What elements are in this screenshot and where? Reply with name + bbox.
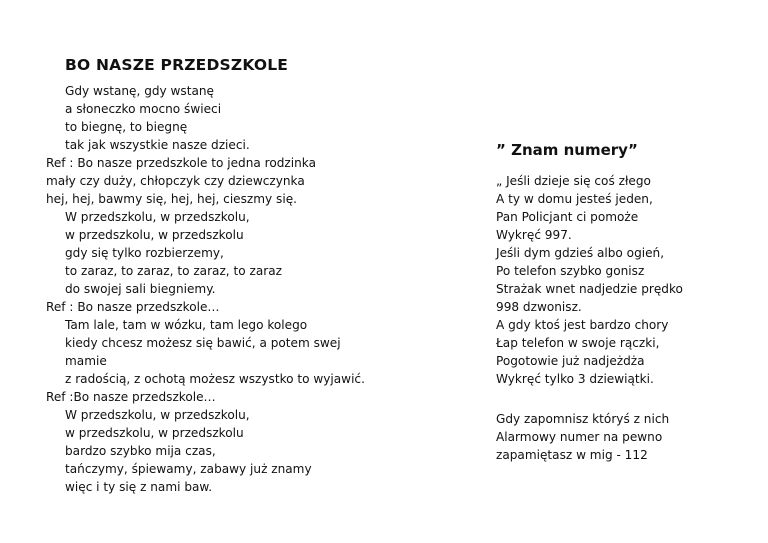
poem-line: tańczymy, śpiewamy, zabawy już znamy (65, 462, 312, 476)
poem-title: ” Znam numery” (496, 141, 638, 159)
poem-line: kiedy chcesz możesz się bawić, a potem swej (65, 336, 341, 350)
poem-line: to biegnę, to biegnę (65, 120, 188, 134)
poem-line: 998 dzwonisz. (496, 300, 582, 314)
poem-line: w przedszkolu, w przedszkolu (65, 426, 244, 440)
poem-line: zapamiętasz w mig - 112 (496, 448, 648, 462)
poem-line: do swojej sali biegniemy. (65, 282, 216, 296)
poem-line: Tam lale, tam w wózku, tam lego kolego (65, 318, 308, 332)
poem-bo-nasze-przedszkole (46, 55, 426, 496)
poem-line: Pogotowie już nadjeżdża (496, 354, 645, 368)
poem-title: BO NASZE PRZEDSZKOLE (65, 56, 289, 74)
refrain-line: mały czy duży, chłopczyk czy dziewczynka (46, 174, 305, 188)
refrain-line: Ref : Bo nasze przedszkole to jedna rodzinka (46, 156, 316, 170)
poem-line: W przedszkolu, w przedszkolu, (65, 210, 250, 224)
poem-line: Pan Policjant ci pomoże (496, 210, 639, 224)
refrain-line: Ref : Bo nasze przedszkole… (46, 300, 220, 314)
poem-line: mamie (65, 354, 107, 368)
poem-line: Alarmowy numer na pewno (496, 430, 663, 444)
stanza-gap (496, 388, 746, 410)
poem-line: z radością, z ochotą możesz wszystko to wyjawić. (65, 372, 365, 386)
poem-line: Wykręć 997. (496, 228, 572, 242)
poem-line: Gdy wstanę, gdy wstanę (65, 84, 214, 98)
poem-line: A gdy ktoś jest bardzo chory (496, 318, 669, 332)
poem-line: więc i ty się z nami baw. (65, 480, 213, 494)
poem-line: Jeśli dym gdzieś albo ogień, (496, 246, 665, 260)
poem-line: bardzo szybko mija czas, (65, 444, 216, 458)
poem-line: Wykręć tylko 3 dziewiątki. (496, 372, 654, 386)
poem-line: Strażak wnet nadjedzie prędko (496, 282, 683, 296)
poem-line: Po telefon szybko gonisz (496, 264, 645, 278)
poem-line: A ty w domu jesteś jeden, (496, 192, 653, 206)
poem-line: Gdy zapomnisz któryś z nich (496, 412, 670, 426)
poem-znam-numery (496, 140, 746, 464)
poem-line: tak jak wszystkie nasze dzieci. (65, 138, 250, 152)
poem-line: Łap telefon w swoje rączki, (496, 336, 660, 350)
poem-line: W przedszkolu, w przedszkolu, (65, 408, 250, 422)
poem-line: w przedszkolu, w przedszkolu (65, 228, 244, 242)
poem-line: to zaraz, to zaraz, to zaraz, to zaraz (65, 264, 282, 278)
refrain-line: Ref :Bo nasze przedszkole… (46, 390, 216, 404)
poem-line: „ Jeśli dzieje się coś złego (496, 174, 651, 188)
poem-line: a słoneczko mocno świeci (65, 102, 222, 116)
refrain-line: hej, hej, bawmy się, hej, hej, cieszmy się. (46, 192, 297, 206)
poem-line: gdy się tylko rozbierzemy, (65, 246, 224, 260)
